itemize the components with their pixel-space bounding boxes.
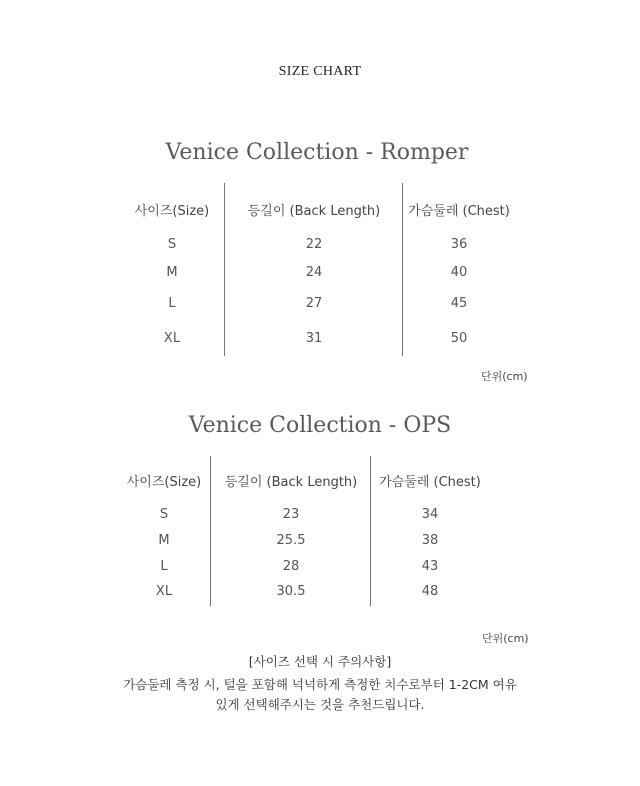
size-cell: L: [160, 559, 168, 574]
chest-cell: 50: [450, 331, 468, 346]
column-divider: [370, 456, 371, 606]
unit-label: 단위(cm): [481, 370, 528, 383]
size-cell: XL: [163, 331, 181, 346]
notice-line: 있게 선택해주시는 것을 추천드립니다.: [215, 697, 425, 712]
column-header-size: 사이즈(Size): [126, 475, 202, 490]
size-cell: M: [158, 533, 170, 548]
unit-label: 단위(cm): [482, 632, 529, 645]
size-cell: S: [167, 237, 177, 252]
column-divider: [210, 456, 211, 606]
back-length-cell: 30.5: [276, 584, 306, 599]
size-cell: L: [168, 296, 176, 311]
column-header-back-length: 등길이 (Back Length): [247, 204, 381, 219]
size-cell: M: [166, 265, 178, 280]
column-header-size: 사이즈(Size): [134, 204, 210, 219]
chest-cell: 48: [421, 584, 439, 599]
chest-cell: 43: [421, 559, 439, 574]
column-header-back-length: 등길이 (Back Length): [224, 475, 358, 490]
back-length-cell: 28: [282, 559, 300, 574]
chest-cell: 45: [450, 296, 468, 311]
back-length-cell: 23: [282, 507, 300, 522]
column-divider: [224, 183, 225, 356]
chest-cell: 40: [450, 265, 468, 280]
back-length-cell: 31: [305, 331, 323, 346]
chest-cell: 36: [450, 237, 468, 252]
notice-line: 가슴둘레 측정 시, 털을 포함해 넉넉하게 측정한 치수로부터 1-2CM 여유: [123, 677, 517, 692]
column-divider: [402, 183, 403, 356]
ops-table-title: Venice Collection - OPS: [188, 413, 452, 438]
back-length-cell: 27: [305, 296, 323, 311]
chest-cell: 34: [421, 507, 439, 522]
back-length-cell: 24: [305, 265, 323, 280]
size-cell: XL: [155, 584, 173, 599]
back-length-cell: 22: [305, 237, 323, 252]
size-cell: S: [159, 507, 169, 522]
chest-cell: 38: [421, 533, 439, 548]
column-header-chest: 가슴둘레 (Chest): [379, 475, 481, 490]
romper-table-title: Venice Collection - Romper: [165, 140, 469, 165]
notice-heading: [사이즈 선택 시 주의사항]: [248, 654, 392, 669]
column-header-chest: 가슴둘레 (Chest): [408, 204, 510, 219]
back-length-cell: 25.5: [276, 533, 306, 548]
page-title: SIZE CHART: [278, 64, 362, 79]
